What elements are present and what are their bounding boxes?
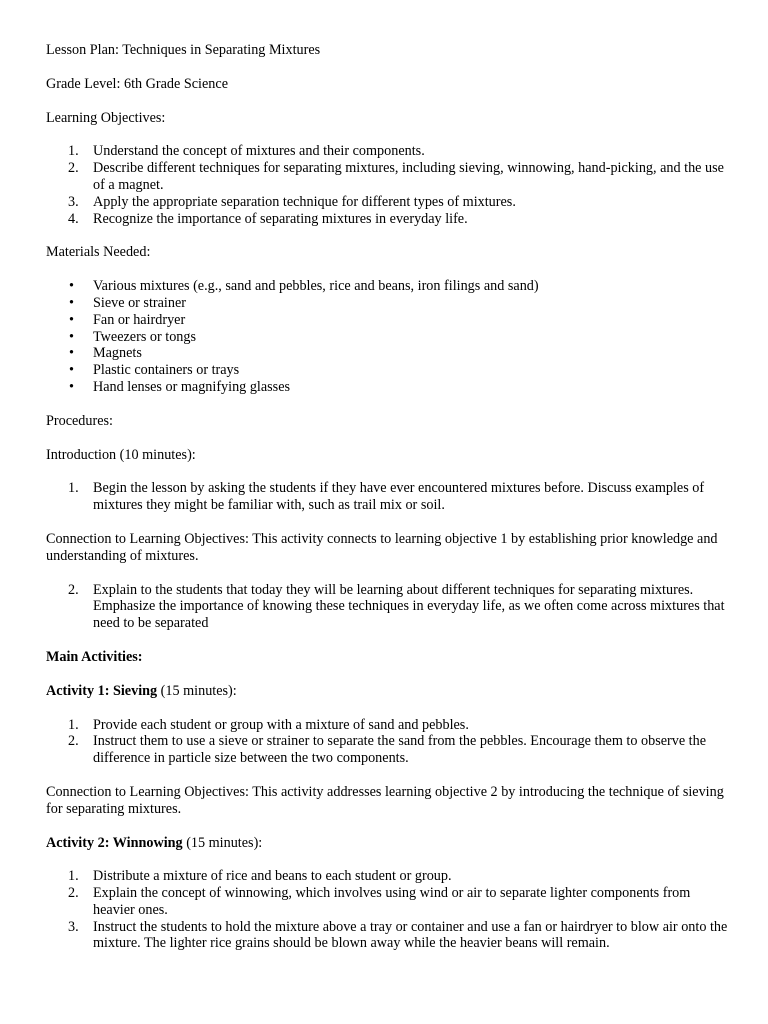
list-item: 1. Understand the concept of mixtures and their components. [68, 143, 425, 160]
list-item: • Fan or hairdryer [46, 312, 728, 329]
procedures-heading: Procedures: [46, 412, 113, 429]
list-item: • Plastic containers or trays [46, 362, 728, 379]
list-item: • Tweezers or tongs [46, 329, 728, 346]
list-item: 3. Apply the appropriate separation technique for different types of mixtures. [68, 193, 516, 210]
list-item: 3. Instruct the students to hold the mixture above a tray or container and use a fan or hairdryer to blow air onto the mixture. The lighter rice grains should be blown away while the heavier beans will remain. [68, 918, 728, 952]
main-activities-heading: Main Activities: [46, 648, 143, 665]
list-item: 2. Describe different techniques for separating mixtures, including sieving, winnowing, hand-picking, and the use of a magnet. [68, 160, 724, 193]
intro-list-2 [46, 582, 728, 632]
list-item: 1. Distribute a mixture of rice and beans to each student or group. [68, 868, 452, 885]
intro-list-1 [46, 480, 728, 514]
objectives-heading: Learning Objectives: [46, 109, 166, 126]
materials-list [46, 278, 728, 396]
activity2-list [46, 868, 728, 952]
intro-heading: Introduction (10 minutes): [46, 446, 196, 463]
intro-connection: Connection to Learning Objectives: This activity connects to learning objective 1 by establishing prior knowledge and understanding of mixtures. [46, 530, 718, 564]
list-item: • Sieve or strainer [46, 295, 728, 312]
list-item: • Magnets [46, 345, 728, 362]
list-item: 4. Recognize the importance of separating mixtures in everyday life. [68, 210, 468, 227]
list-item: 2. Instruct them to use a sieve or strainer to separate the sand from the pebbles. Encourage them to observe the difference in particle size between the two components. [68, 733, 707, 767]
list-item: 2. Explain the concept of winnowing, which involves using wind or air to separate lighter components from heavier ones. [68, 885, 691, 918]
activity2-heading: Activity 2: Winnowing (15 minutes): [46, 834, 263, 851]
list-item: 2. Explain to the students that today they will be learning about different techniques for separating mixtures. Emphasize the importance of knowing these techniques in everyday life, as we often come across mixtures that need to be separated [68, 581, 725, 632]
activity1-list [46, 717, 728, 767]
list-item: 1. Provide each student or group with a mixture of sand and pebbles. [68, 716, 469, 733]
activity1-heading: Activity 1: Sieving (15 minutes): [46, 682, 237, 699]
list-item: 1. Begin the lesson by asking the students if they have ever encountered mixtures before. Discuss examples of mixtures they might be familiar with, such as trail mix or soil. [68, 480, 705, 514]
grade-level: Grade Level: 6th Grade Science [46, 75, 228, 92]
list-item: • Various mixtures (e.g., sand and pebbles, rice and beans, iron filings and sand) [46, 278, 728, 295]
document-title: Lesson Plan: Techniques in Separating Mixtures [46, 42, 321, 58]
activity1-connection: Connection to Learning Objectives: This activity addresses learning objective 2 by introducing the technique of sieving for separating mixtures. [46, 783, 724, 817]
materials-heading: Materials Needed: [46, 244, 151, 261]
list-item: • Hand lenses or magnifying glasses [46, 379, 728, 396]
objectives-list [46, 143, 728, 227]
